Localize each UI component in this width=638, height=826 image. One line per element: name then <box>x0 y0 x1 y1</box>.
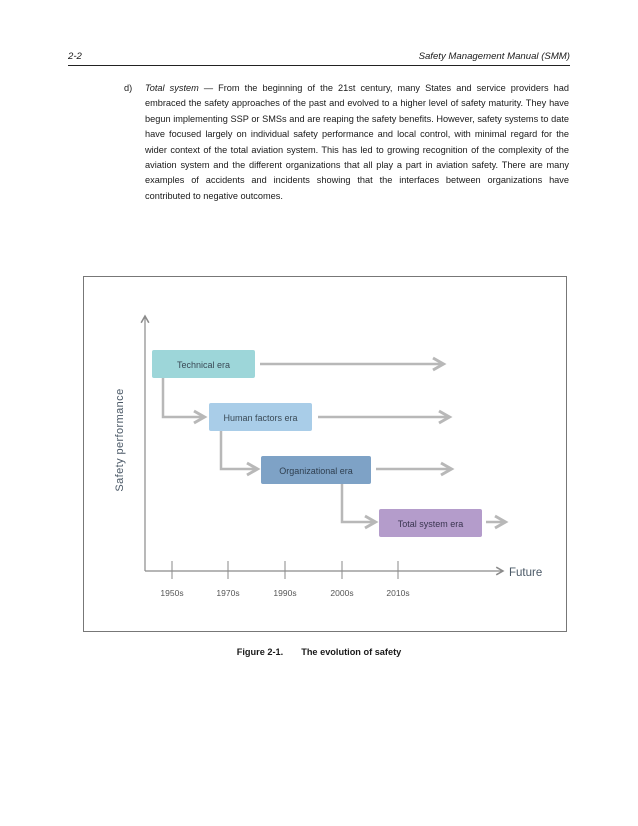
future-label: Future <box>509 567 543 579</box>
figure-evolution-of-safety <box>83 276 567 632</box>
era-label-organizational: Organizational era <box>279 466 353 476</box>
decade-label-1990s: 1990s <box>273 588 297 598</box>
decade-label-1970s: 1970s <box>216 588 240 598</box>
header-rule <box>68 65 570 66</box>
connector-organizational-to-total <box>342 484 374 522</box>
figure-caption <box>0 647 638 657</box>
evolution-diagram <box>84 277 568 633</box>
era-label-human-factors: Human factors era <box>223 413 298 423</box>
decade-label-1950s: 1950s <box>160 588 184 598</box>
list-marker: d) <box>124 83 133 93</box>
list-item-total-system <box>124 81 569 204</box>
era-label-technical: Technical era <box>176 360 231 370</box>
caption-title: The evolution of safety <box>301 647 402 657</box>
era-label-total-system: Total system era <box>397 519 464 529</box>
caption-number: Figure 2-1. <box>236 647 284 657</box>
page-number: 2-2 <box>68 51 82 62</box>
paragraph-dash: — <box>198 83 219 93</box>
decade-label-2000s: 2000s <box>330 588 354 598</box>
y-axis-label: Safety performance <box>114 388 126 492</box>
paragraph-term: Total system <box>145 83 199 93</box>
connector-human-to-organizational <box>221 431 256 469</box>
decade-label-2010s: 2010s <box>386 588 410 598</box>
manual-title: Safety Management Manual (SMM) <box>418 51 570 62</box>
paragraph-body: From the beginning of the 21st century, many States and service providers had embraced the safety approaches of the past and evolved to a higher level of safety maturity. They have begun implementing SSP or SMSs and are reaping the safety benefits. However, safety systems to date have focused largely on individual safety performance and local control, with minimal regard for the wider context of the total aviation system. This has led to growing recognition of the complexity of the aviation system and the different organizations that all play a part in aviation safety. There are many examples of accidents and incidents showing that the interfaces between organizations have contributed to negative outcomes. <box>145 83 570 201</box>
paragraph-text <box>145 81 569 204</box>
connector-technical-to-human <box>163 377 203 417</box>
